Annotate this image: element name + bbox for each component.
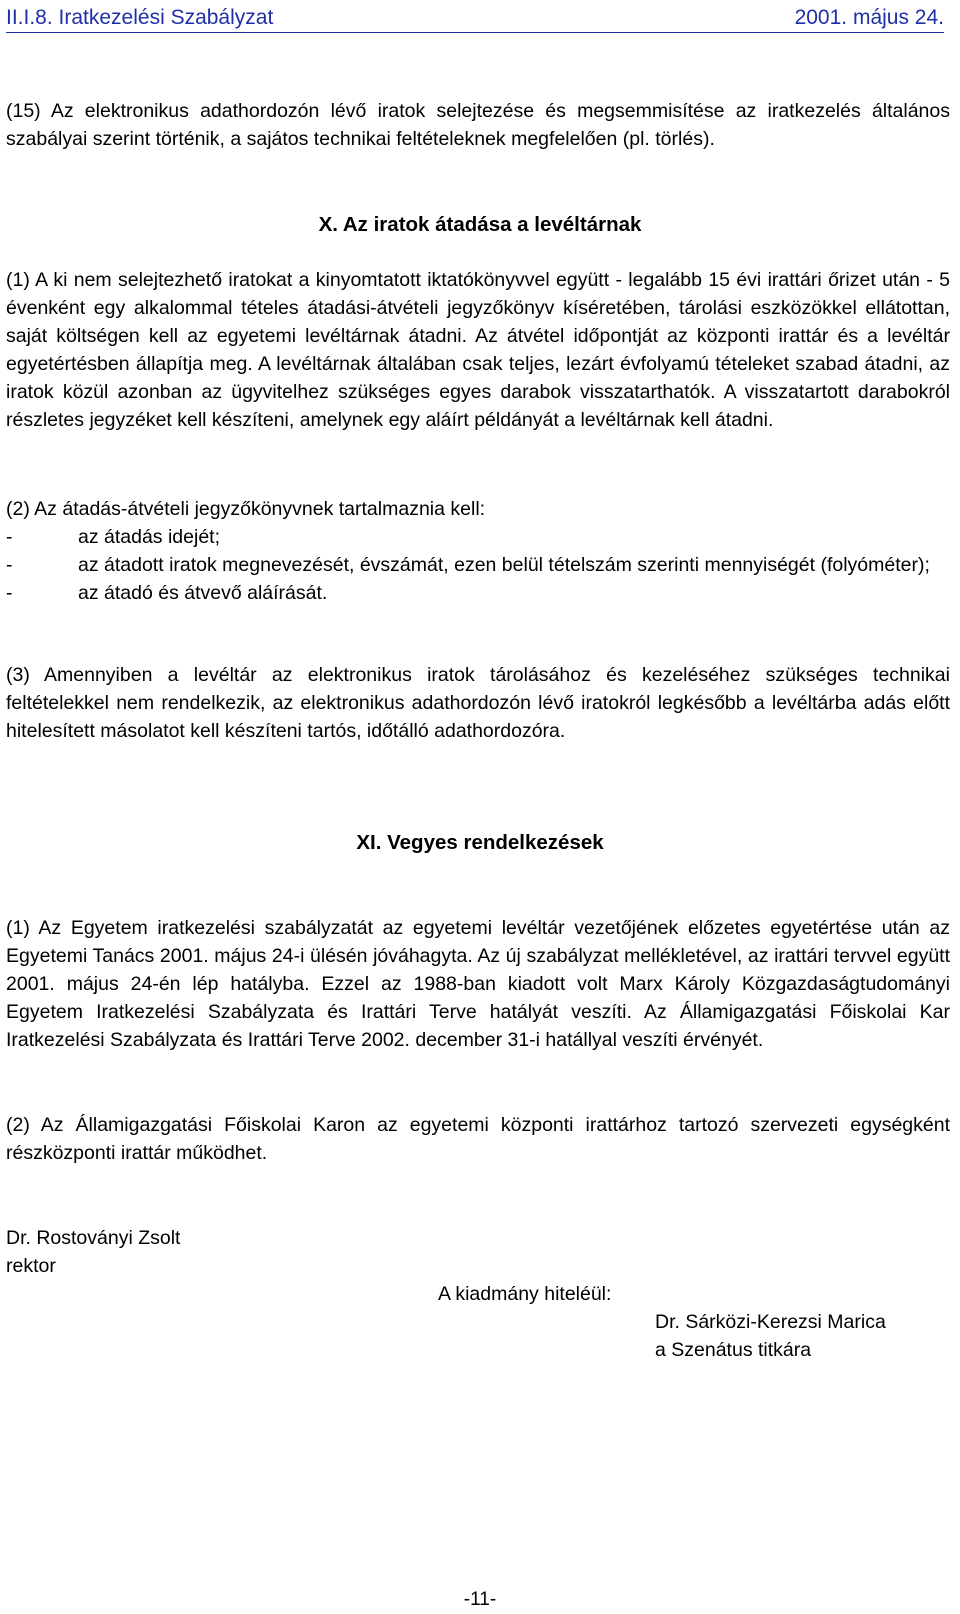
header-date: 2001. május 24. [794,6,944,29]
certified-label: A kiadmány hiteléül: [438,1283,612,1305]
list-item-dash: - [6,582,13,604]
certifier-name: Dr. Sárközi-Kerezsi Marica [655,1311,886,1333]
section-x-paragraph-1: (1) A ki nem selejtezhető iratokat a kinyomtatott iktatókönyvvel együtt - legalább 15 évi irattári őrizet után - 5 évenként egy alkalommal tételes átadási-átvételi jegyzőkönyv kíséretében, tárolási eszközökkel ellátottan, saját költségen kell az egyetemi levéltárnak átadni. Az átvétel időpontját az központi irattár és a levéltár egyetértésben állapítja meg. A levéltárnak általában csak teljes, lezárt évfolyamú tételeket szabad átadni, az iratok közül azonban az ügyvitelhez szükséges egyes darabok visszatarthatók. A visszatartott darabokról részletes jegyzéket kell készíteni, amelynek egy aláírt példányát a levéltárnak kell átadni. [6,269,950,431]
list-item-text: az átadás idejét; [78,526,221,548]
list-item [6,579,950,607]
page-header [6,4,944,33]
section-xi-paragraph-2: (2) Az Államigazgatási Főiskolai Karon az egyetemi központi irattárhoz tartozó szervezeti egységként részközponti irattár működhet. [6,1114,950,1164]
list-item [6,523,950,551]
list-item-text: az átadó és átvevő aláírását. [78,582,328,604]
list-item-text: az átadott iratok megnevezését, évszámát, ezen belül tételszám szerinti mennyiségét (folyóméter); [78,554,930,576]
header-document-title: II.I.8. Iratkezelési Szabályzat [6,6,274,29]
list-item [6,551,950,579]
section-x-heading: X. Az iratok átadása a levéltárnak [318,213,642,236]
paragraph-15: (15) Az elektronikus adathordozón lévő iratok selejtezése és megsemmisítése az iratkezelés általános szabályai szerint történik, a sajátos technikai feltételeknek megfelelően (pl. törlés). [6,100,950,150]
section-x-paragraph-3: (3) Amennyiben a levéltár az elektronikus iratok tárolásához és kezeléséhez szükséges technikai feltételekkel nem rendelkezik, az elektronikus adathordozón lévő iratokról legkésőbb a levéltárba adás előtt hitelesített másolatot kell készíteni tartós, időtálló adathordozóra. [6,664,950,742]
signer-name: Dr. Rostoványi Zsolt [6,1227,181,1249]
section-x-paragraph-2-list [6,523,950,607]
signer-title: rektor [6,1255,56,1277]
section-xi-heading: XI. Vegyes rendelkezések [356,831,604,854]
section-x-paragraph-2-intro: (2) Az átadás-átvételi jegyzőkönyvnek tartalmaznia kell: [6,498,486,520]
list-item-dash: - [6,554,13,576]
certifier-title: a Szenátus titkára [655,1339,812,1361]
page-number: -11- [463,1589,497,1610]
list-item-dash: - [6,526,13,548]
section-xi-paragraph-1: (1) Az Egyetem iratkezelési szabályzatát az egyetemi levéltár vezetőjének előzetes egyetértése után az Egyetemi Tanács 2001. május 24-i ülésén jóváhagyta. Az új szabályzat mellékletével, az irattári tervvel együtt 2001. május 24-én lép hatályba. Ezzel az 1988-ban kiadott volt Marx Károly Közgazdaságtudományi Egyetem Iratkezelési Szabályzata és Irattári Terve hatályát veszíti. Az Államigazgatási Főiskolai Kar Iratkezelési Szabályzata és Irattári Terve 2002. december 31-i hatállyal veszíti érvényét. [6,917,950,1051]
